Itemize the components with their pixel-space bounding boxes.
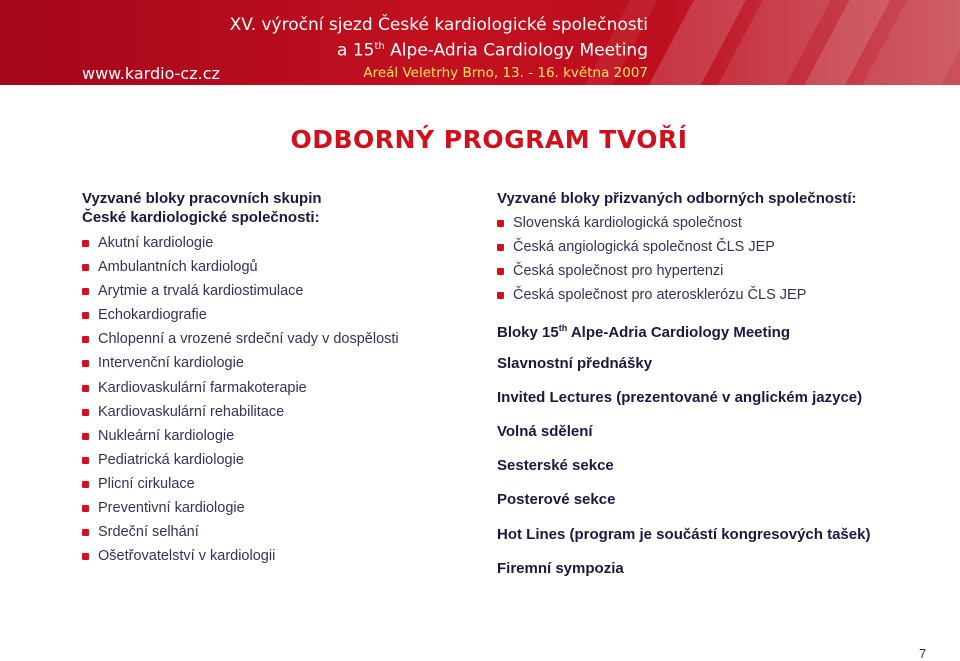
list-item — [82, 424, 462, 448]
program-section-heading: Posterové sekce — [497, 491, 616, 509]
program-section-heading: Hot Lines (program je součástí kongresových tašek) — [497, 525, 871, 543]
congress-title-line1: XV. výroční sjezd České kardiologické společnosti — [229, 15, 648, 35]
alpe-adria-sup: th — [558, 323, 568, 334]
congress-title-line2-post: Alpe-Adria Cardiology Meeting — [384, 40, 648, 61]
square-bullet-icon — [82, 409, 89, 416]
left-heading-line2: České kardiologické společnosti: — [82, 209, 320, 226]
list-item — [82, 496, 462, 520]
square-bullet-icon — [82, 240, 89, 247]
list-item — [82, 279, 462, 303]
list-item — [82, 327, 462, 351]
list-item — [82, 448, 462, 472]
list-item — [82, 376, 462, 400]
program-section-heading: Volná sdělení — [497, 422, 593, 440]
square-bullet-icon — [82, 505, 89, 512]
list-item — [82, 303, 462, 327]
list-item-label: Ambulantních kardiologů — [98, 259, 258, 276]
website-url: www.kardio-cz.cz — [82, 64, 220, 83]
program-section-heading: Invited Lectures (prezentované v anglickém jazyce) — [497, 388, 863, 406]
congress-title-line2-pre: a 15 — [337, 40, 375, 61]
congress-title-line2 — [230, 36, 648, 62]
alpe-adria-post: Alpe-Adria Cardiology Meeting — [567, 324, 790, 342]
list-item-label: Česká společnost pro hypertenzi — [513, 263, 724, 280]
congress-title-line2-sup: th — [374, 41, 385, 52]
page-number: 7 — [919, 646, 927, 661]
alpe-adria-pre: Bloky 15 — [497, 324, 559, 342]
list-item — [497, 211, 937, 235]
list-item — [82, 400, 462, 424]
square-bullet-icon — [82, 336, 89, 343]
square-bullet-icon — [82, 288, 89, 295]
list-item-label: Česká angiologická společnost ČLS JEP — [513, 239, 775, 256]
working-groups-list — [82, 231, 462, 568]
program-section-heading: Firemní sympozia — [497, 559, 624, 577]
right-column — [497, 189, 937, 593]
list-item — [82, 472, 462, 496]
square-bullet-icon — [82, 385, 89, 392]
square-bullet-icon — [82, 264, 89, 271]
list-item — [497, 259, 937, 283]
program-sections — [497, 319, 937, 593]
list-item-label: Slovenská kardiologická společnost — [513, 215, 742, 231]
list-item-label: Ošetřovatelství v kardiologii — [98, 548, 276, 565]
square-bullet-icon — [497, 220, 504, 227]
congress-title — [230, 14, 648, 62]
square-bullet-icon — [82, 481, 89, 488]
square-bullet-icon — [82, 433, 89, 440]
header-banner — [0, 0, 960, 85]
list-item-label: Pediatrická kardiologie — [98, 451, 244, 468]
list-item-label: Akutní kardiologie — [98, 235, 214, 251]
square-bullet-icon — [497, 244, 504, 251]
program-section-heading: Sesterské sekce — [497, 457, 614, 475]
list-item-label: Plicní cirkulace — [98, 475, 195, 492]
square-bullet-icon — [82, 529, 89, 536]
square-bullet-icon — [82, 457, 89, 464]
left-heading-line1: Vyzvané bloky pracovních skupin — [82, 190, 322, 207]
square-bullet-icon — [82, 312, 89, 319]
list-item — [82, 255, 462, 279]
list-item-label: Kardiovaskulární rehabilitace — [98, 403, 285, 420]
list-item — [497, 235, 937, 259]
list-item — [82, 351, 462, 375]
alpe-adria-blocks-heading — [497, 319, 937, 353]
square-bullet-icon — [497, 292, 504, 299]
list-item-label: Preventivní kardiologie — [98, 500, 245, 517]
page-title: ODBORNÝ PROGRAM TVOŘÍ — [290, 125, 688, 154]
square-bullet-icon — [497, 268, 504, 275]
list-item-label: Intervenční kardiologie — [98, 355, 244, 372]
left-heading — [82, 189, 462, 227]
societies-list — [497, 211, 937, 307]
square-bullet-icon — [82, 553, 89, 560]
right-heading: Vyzvané bloky přizvaných odborných společností: — [497, 190, 857, 207]
list-item — [497, 283, 937, 307]
list-item-label: Srdeční selhání — [98, 524, 199, 541]
list-item — [82, 544, 462, 568]
list-item-label: Nukleární kardiologie — [98, 427, 235, 444]
list-item-label: Kardiovaskulární farmakoterapie — [98, 379, 307, 396]
list-item-label: Echokardiografie — [98, 307, 207, 324]
list-item-label: Česká společnost pro aterosklerózu ČLS JEP — [513, 287, 807, 304]
list-item-label: Chlopenní a vrozené srdeční vady v dospělosti — [98, 331, 399, 348]
left-column — [82, 189, 462, 568]
program-section-heading: Slavnostní přednášky — [497, 354, 653, 372]
list-item — [82, 520, 462, 544]
square-bullet-icon — [82, 360, 89, 367]
list-item — [82, 231, 462, 255]
list-item-label: Arytmie a trvalá kardiostimulace — [98, 283, 304, 300]
venue-dates: Areál Veletrhy Brno, 13. - 16. května 2007 — [363, 65, 648, 81]
banner-decor-light — [660, 0, 960, 85]
